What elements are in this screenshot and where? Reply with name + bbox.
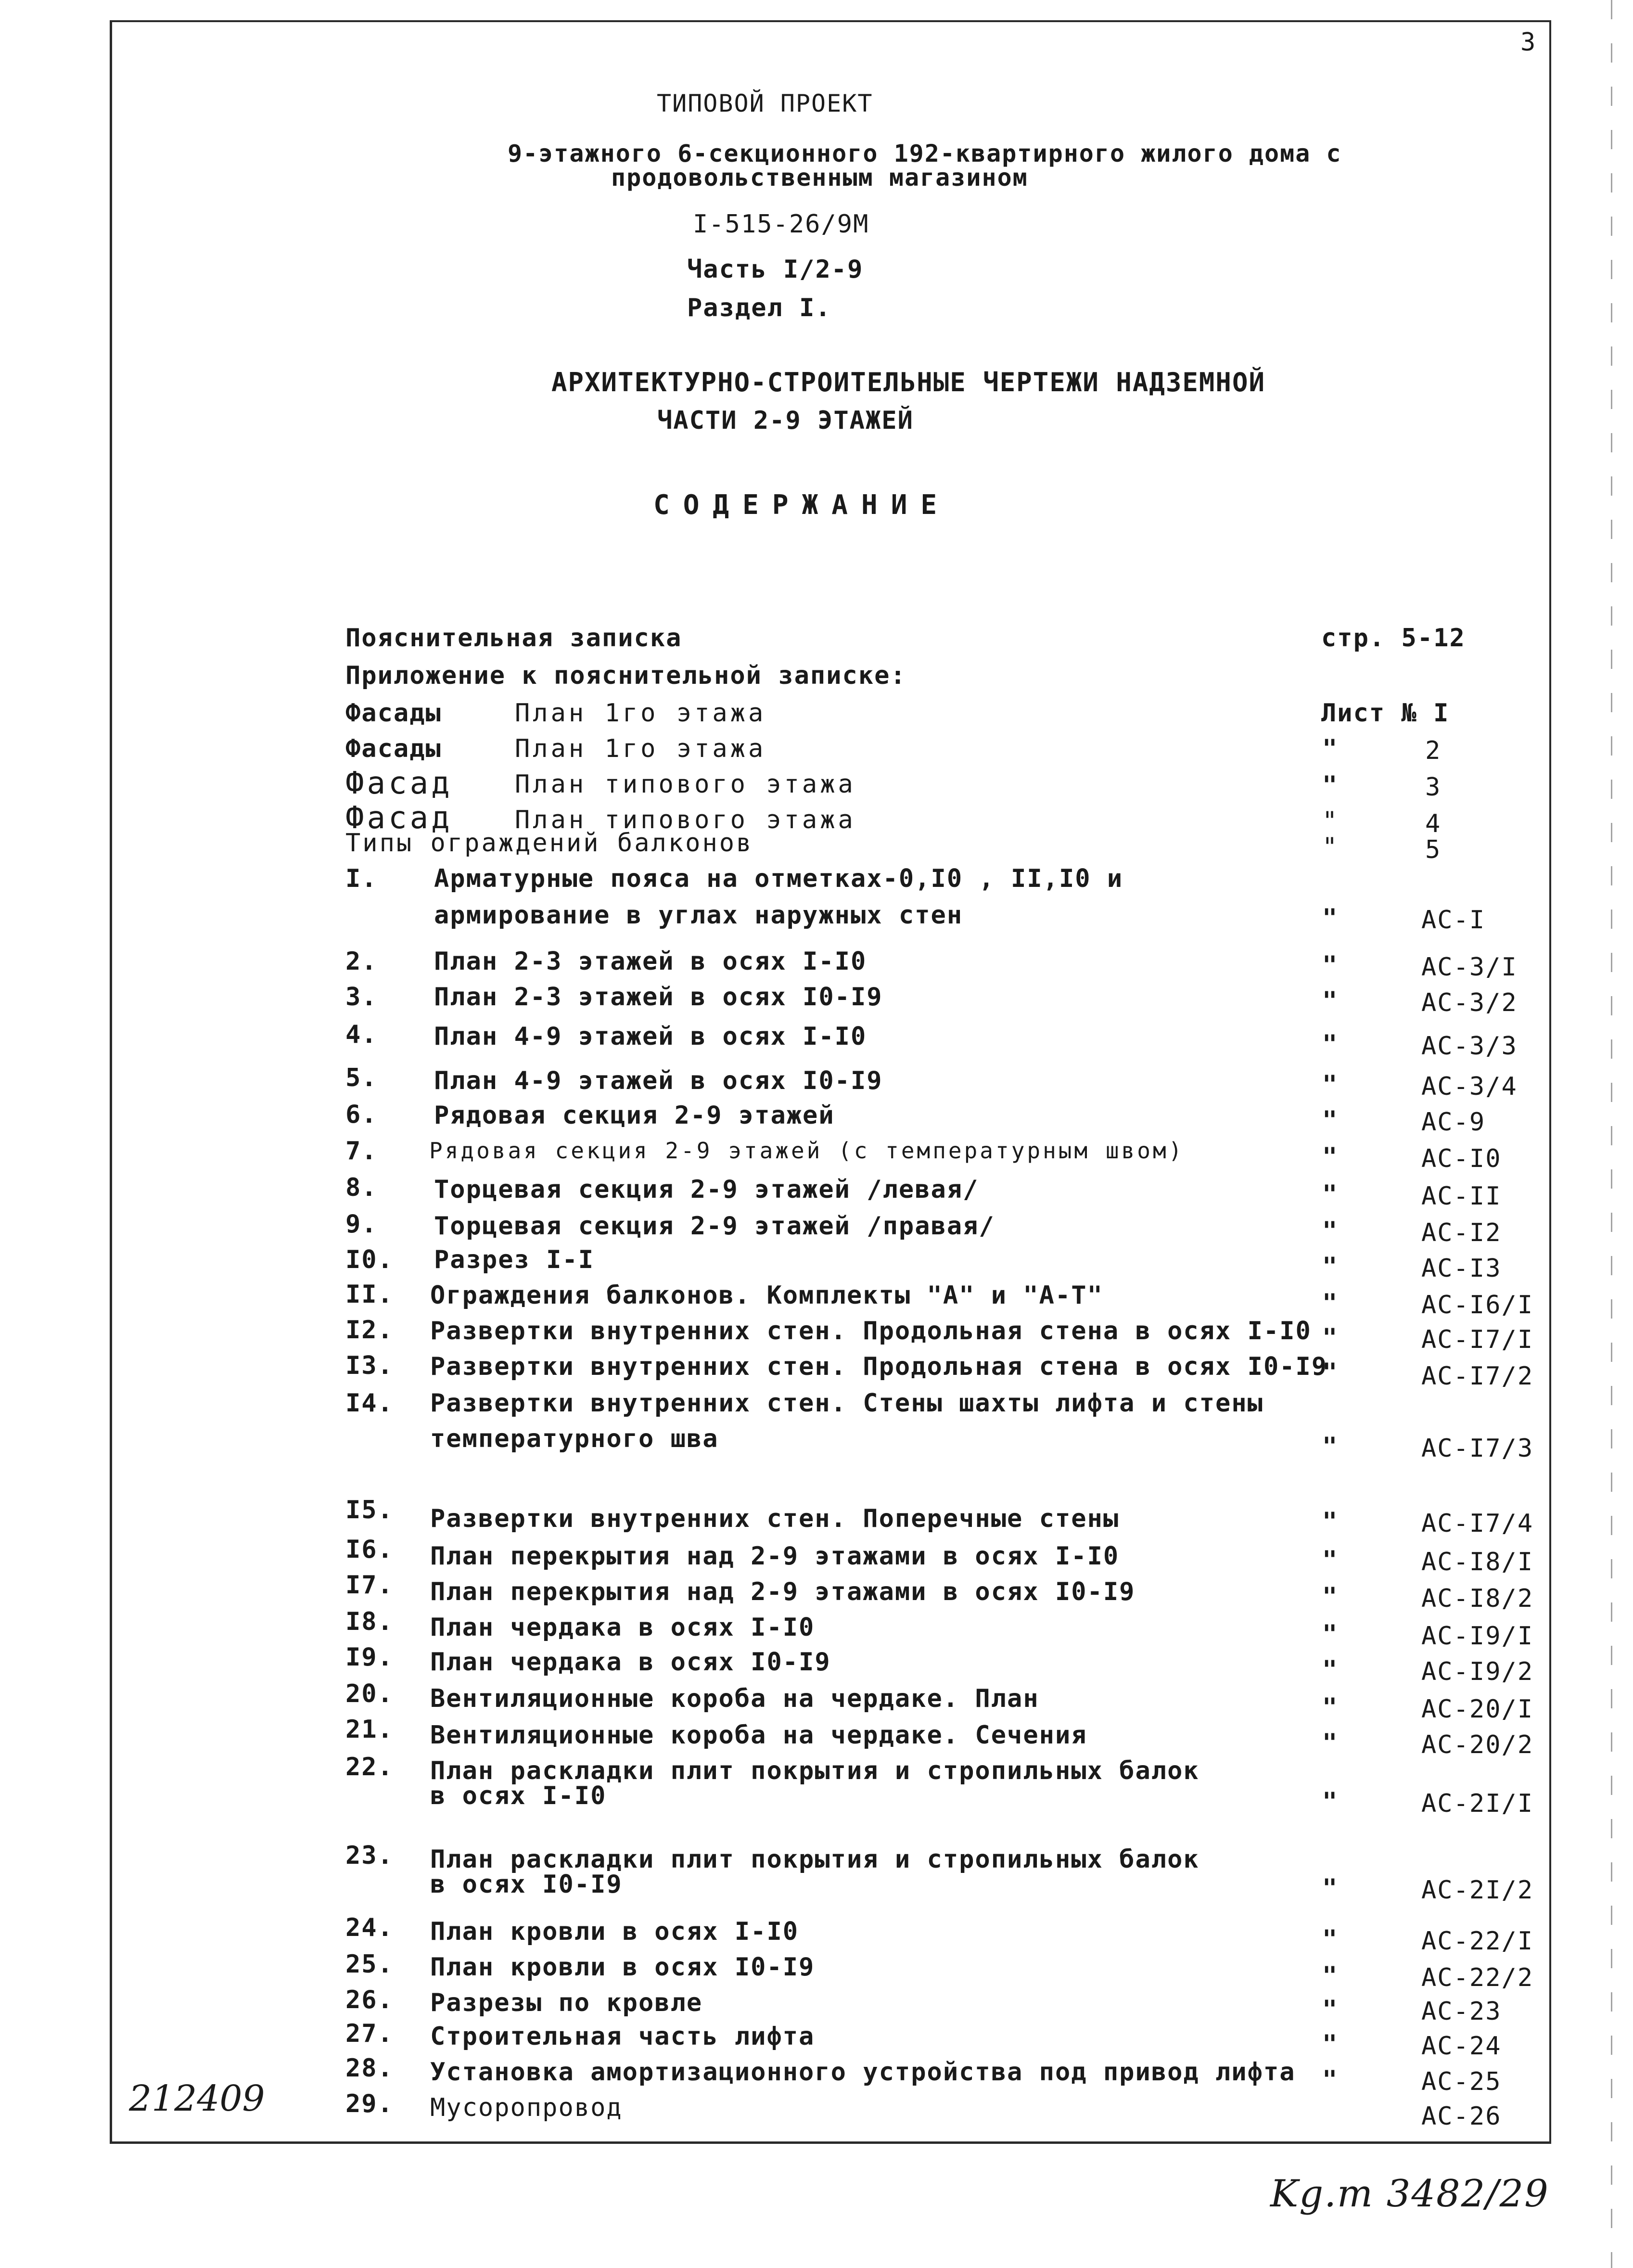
item-title: Разрез I-I — [434, 1245, 595, 1274]
item-sheet: АС-I2 — [1421, 1218, 1502, 1247]
header-line3: продовольственным магазином — [611, 164, 1028, 192]
item-title: Развертки внутренних стен. Продольная стена в осях I-I0 — [430, 1317, 1312, 1345]
item-sheet: АС-3/3 — [1421, 1032, 1518, 1061]
item-mark: " — [1322, 1180, 1339, 1209]
appendix-row-mark: " — [1322, 771, 1339, 800]
appendix-row-mark: " — [1322, 833, 1339, 861]
item-number: 3. — [345, 983, 378, 1012]
appendix-row-title: План 1го этажа — [515, 699, 766, 728]
item-sheet: АС-2I/2 — [1421, 1876, 1534, 1905]
item-number: 23. — [345, 1841, 394, 1870]
item-sheet: АС-I7/3 — [1421, 1434, 1534, 1463]
item-sheet: АС-I8/2 — [1421, 1584, 1534, 1613]
item-sheet: АС-3/2 — [1421, 988, 1518, 1017]
item-mark: " — [1322, 987, 1339, 1015]
item-mark: " — [1322, 1432, 1339, 1461]
item-number: 9. — [345, 1210, 378, 1239]
item-title-cont: в осях I0-I9 — [430, 1870, 623, 1899]
item-number: I4. — [345, 1389, 394, 1418]
item-number: 5. — [345, 1064, 378, 1092]
appendix-row-title: План типового этажа — [515, 806, 856, 834]
item-sheet: АС-I8/I — [1421, 1548, 1534, 1576]
item-title: План раскладки плит покрытия и стропильных балок — [430, 1756, 1199, 1785]
item-number: 21. — [345, 1715, 394, 1744]
explanatory-note: Пояснительная записка — [345, 624, 682, 653]
item-title: План перекрытия над 2-9 этажами в осях I0-I9 — [430, 1577, 1135, 1606]
item-number: 6. — [345, 1100, 378, 1129]
appendix-row-sheet: 2 — [1425, 736, 1442, 765]
item-title: План кровли в осях I0-I9 — [430, 1953, 815, 1982]
item-mark: " — [1322, 1507, 1339, 1536]
item-title: План кровли в осях I-I0 — [430, 1917, 799, 1946]
item-sheet: АС-I — [1421, 906, 1486, 935]
item-sheet: АС-II — [1421, 1182, 1502, 1211]
item-sheet: АС-3/I — [1421, 953, 1518, 982]
appendix-row-sheet: 3 — [1425, 773, 1442, 802]
item-mark: " — [1322, 1217, 1339, 1245]
item-title-cont: температурного шва — [430, 1424, 719, 1453]
item-sheet: АС-26 — [1421, 2102, 1502, 2131]
item-title: Установка амортизационного устройства под привод лифта — [430, 2058, 1296, 2087]
item-title: Развертки внутренних стен. Поперечные стены — [430, 1504, 1120, 1533]
item-title-cont: армирование в углах наружных стен — [434, 901, 963, 930]
item-sheet: АС-I7/4 — [1421, 1509, 1534, 1538]
item-sheet: АС-23 — [1421, 1997, 1502, 2026]
item-sheet: АС-24 — [1421, 2032, 1502, 2061]
appendix-row-left: Фасад — [345, 800, 453, 836]
item-mark: " — [1322, 1787, 1339, 1816]
header-line1: ТИПОВОЙ ПРОЕКТ — [657, 90, 873, 117]
contents-heading: СОДЕРЖАНИЕ — [653, 489, 951, 521]
item-number: I0. — [345, 1245, 394, 1274]
item-title: План чердака в осях I0-I9 — [430, 1648, 831, 1677]
item-mark: " — [1322, 2030, 1339, 2059]
item-title-cont: в осях I-I0 — [430, 1781, 607, 1810]
item-title: Ограждения балконов. Комплекты "А" и "А-Т" — [430, 1281, 1103, 1310]
item-number: I8. — [345, 1607, 394, 1636]
item-number: I5. — [345, 1496, 394, 1525]
item-number: 29. — [345, 2089, 394, 2118]
item-number: 22. — [345, 1753, 394, 1781]
item-title: Рядовая секция 2-9 этажей (с температурным швом) — [429, 1138, 1185, 1164]
item-mark: " — [1322, 1874, 1339, 1903]
item-title: План перекрытия над 2-9 этажами в осях I-I0 — [430, 1542, 1120, 1571]
item-mark: " — [1322, 1655, 1339, 1684]
item-sheet: АС-I0 — [1421, 1144, 1502, 1173]
title-line1: АРХИТЕКТУРНО-СТРОИТЕЛЬНЫЕ ЧЕРТЕЖИ НАДЗЕМНОЙ — [551, 367, 1265, 397]
item-sheet: АС-I7/2 — [1421, 1362, 1534, 1391]
item-title: Торцевая секция 2-9 этажей /левая/ — [434, 1175, 979, 1204]
item-sheet: АС-22/2 — [1421, 1963, 1534, 1992]
item-mark: " — [1322, 951, 1339, 980]
item-title: Развертки внутренних стен. Стены шахты лифта и стены — [430, 1389, 1263, 1418]
item-sheet: АС-9 — [1421, 1108, 1486, 1137]
item-mark: " — [1322, 1142, 1339, 1171]
item-number: 7. — [345, 1137, 378, 1166]
item-title: Вентиляционные короба на чердаке. Сечения — [430, 1721, 1087, 1750]
item-title: План 2-3 этажей в осях I-I0 — [434, 947, 867, 976]
item-mark: " — [1322, 1620, 1339, 1649]
item-mark: " — [1322, 1729, 1339, 1757]
item-title: Мусоропровод — [430, 2093, 623, 2122]
item-number: 26. — [345, 1986, 394, 2014]
sheet-column-header: Лист № I — [1321, 699, 1450, 728]
item-number: I7. — [345, 1571, 394, 1600]
appendix-row-left: Фасад — [345, 766, 453, 801]
item-number: I6. — [345, 1535, 394, 1564]
item-mark: " — [1322, 1546, 1339, 1575]
section-label: Раздел I. — [687, 294, 831, 322]
item-title: Рядовая секция 2-9 этажей — [434, 1101, 835, 1130]
item-sheet: АС-I6/I — [1421, 1291, 1534, 1320]
item-sheet: АС-I9/I — [1421, 1622, 1534, 1651]
item-mark: " — [1322, 1252, 1339, 1281]
appendix-row-left: Типы ограждений балконов — [345, 829, 753, 858]
item-mark: " — [1322, 1582, 1339, 1611]
item-number: 4. — [345, 1020, 378, 1049]
item-sheet: АС-I9/2 — [1421, 1657, 1534, 1686]
item-mark: " — [1322, 1358, 1339, 1387]
item-mark: " — [1322, 2065, 1339, 2094]
item-title: Вентиляционные короба на чердаке. План — [430, 1684, 1039, 1713]
appendix-heading: Приложение к пояснительной записке: — [345, 661, 906, 690]
handwritten-number: 212409 — [129, 2078, 265, 2119]
item-title: План 4-9 этажей в осях I-I0 — [434, 1022, 867, 1051]
appendix-row-mark: " — [1322, 734, 1339, 763]
item-number: 8. — [345, 1173, 378, 1202]
edge-scan-marks — [1611, 0, 1612, 2268]
header-line2: 9-этажного 6-секционного 192-квартирного жилого дома с — [508, 140, 1342, 167]
project-code: I-515-26/9М — [693, 210, 869, 239]
item-mark: " — [1322, 1070, 1339, 1099]
item-number: 2. — [345, 947, 378, 976]
item-number: 20. — [345, 1679, 394, 1708]
item-number: 24. — [345, 1913, 394, 1942]
item-sheet: АС-2I/I — [1421, 1789, 1534, 1818]
appendix-row-left: Фасады — [345, 734, 442, 763]
title-line2: ЧАСТИ 2-9 ЭТАЖЕЙ — [657, 406, 914, 435]
appendix-row-left: Фасады — [345, 699, 442, 728]
item-mark: " — [1322, 1925, 1339, 1954]
item-sheet: АС-20/2 — [1421, 1730, 1534, 1759]
appendix-row-sheet: 4 — [1425, 809, 1442, 838]
item-mark: " — [1322, 904, 1339, 933]
item-number: I. — [345, 864, 378, 893]
item-mark: " — [1322, 1693, 1339, 1722]
item-title: План раскладки плит покрытия и стропильных балок — [430, 1845, 1199, 1874]
item-mark: " — [1322, 1289, 1339, 1318]
appendix-row-title: План типового этажа — [515, 770, 856, 799]
item-title: План чердака в осях I-I0 — [430, 1613, 815, 1642]
item-mark: " — [1322, 1995, 1339, 2024]
appendix-row-title: План 1го этажа — [515, 734, 766, 763]
item-sheet: АС-I7/I — [1421, 1325, 1534, 1354]
item-title: Разрезы по кровле — [430, 1988, 703, 2017]
item-title: Арматурные пояса на отметках-0,I0 , II,I0 и — [434, 864, 1123, 893]
item-sheet: АС-20/I — [1421, 1695, 1534, 1724]
item-number: I2. — [345, 1316, 394, 1345]
item-number: I9. — [345, 1643, 394, 1672]
item-number: I3. — [345, 1351, 394, 1380]
handwritten-signature: Kg.m 3482/29 — [1270, 2172, 1549, 2216]
item-title: Строительная часть лифта — [430, 2022, 815, 2051]
item-sheet: АС-22/I — [1421, 1927, 1534, 1956]
item-title: План 2-3 этажей в осях I0-I9 — [434, 983, 883, 1012]
item-title: Развертки внутренних стен. Продольная стена в осях I0-I9 — [430, 1352, 1328, 1381]
item-sheet: АС-I3 — [1421, 1254, 1502, 1283]
item-sheet: АС-25 — [1421, 2067, 1502, 2096]
item-mark: " — [1322, 1030, 1339, 1059]
part-label: Часть I/2-9 — [687, 255, 864, 284]
item-title: Торцевая секция 2-9 этажей /правая/ — [434, 1212, 995, 1241]
appendix-row-sheet: 5 — [1425, 835, 1442, 864]
note-pages: стр. 5-12 — [1321, 624, 1466, 653]
item-mark: " — [1322, 1323, 1339, 1352]
item-number: II. — [345, 1280, 394, 1309]
item-number: 28. — [345, 2054, 394, 2083]
sheet-number: 3 — [1520, 28, 1537, 57]
item-sheet: АС-3/4 — [1421, 1072, 1518, 1101]
item-mark: " — [1322, 1961, 1339, 1990]
item-number: 27. — [345, 2019, 394, 2048]
item-mark: " — [1322, 1106, 1339, 1135]
item-title: План 4-9 этажей в осях I0-I9 — [434, 1066, 883, 1095]
item-number: 25. — [345, 1950, 394, 1979]
appendix-row-mark: " — [1322, 807, 1339, 835]
